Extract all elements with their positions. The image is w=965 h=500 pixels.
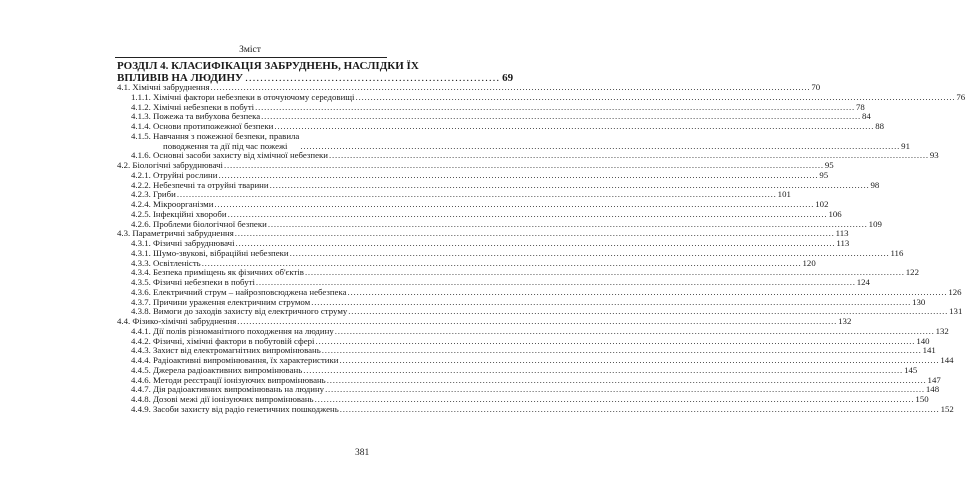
- toc-entry-page: 76: [956, 91, 965, 102]
- toc-entry-page: 101: [777, 189, 791, 200]
- toc-entry: [117, 130, 910, 152]
- dot-leader: ........................................................................................................................................................................................................: [223, 160, 824, 170]
- toc-entry-page: 78: [855, 101, 865, 112]
- toc-entry-page: 147: [927, 374, 941, 385]
- toc-entry-title-line: поводження та дії під час пожежі: [163, 140, 288, 151]
- toc-entry-page: 88: [875, 121, 885, 131]
- toc-entry-page: 141: [922, 345, 936, 356]
- toc-entry-page: 130: [912, 296, 926, 307]
- toc-entry-page: 131: [949, 306, 963, 317]
- toc-entry-title: 4.1.4. Основи протипожежної безпеки: [131, 121, 274, 131]
- section-page-number: 69: [502, 71, 514, 84]
- toc-entry-title: 4.3.1. Шумо-звукові, вібраційні небезпеки: [131, 247, 289, 258]
- dot-leader: ........................................................................................................................................................................................................: [289, 247, 890, 258]
- toc-entry-page: 84: [861, 111, 871, 122]
- dot-leader: ........................................................................................................................................................................................................: [218, 169, 819, 180]
- dot-leader: ........................................................................................................................................................................................................: [274, 121, 875, 131]
- dot-leader: ........................................................................................................................................................................................................: [321, 345, 922, 356]
- dot-leader: ........................................................................................................................................................................................................: [267, 218, 868, 229]
- dot-leader: ........................................................................................................................................................................................................: [255, 277, 856, 287]
- toc-entry-page: 95: [819, 169, 829, 180]
- toc-entry-page: 144: [940, 355, 954, 365]
- dot-leader: ........................................................................................................................................................................................................: [300, 140, 901, 151]
- dot-leader: ........................................................................................................................................................................................................: [339, 403, 940, 414]
- toc-entry-page: 145: [904, 364, 918, 375]
- toc-entry-title: 4.2.2. Небезпечні та отруйні тварини: [131, 179, 269, 190]
- dot-leader: ........................................................................................................................................................................................................: [176, 189, 777, 200]
- toc-entry-title: 4.1.6. Основні засоби захисту від хімічної небезпеки: [131, 150, 328, 161]
- dot-leader: ........................................................................................................................................................................................................: [227, 208, 828, 219]
- dot-leader: ........................................................................................................................................................................................................: [311, 296, 912, 307]
- dot-leader: ........................................................................................................................................................................................................: [314, 394, 915, 404]
- toc-entry-page: 152: [940, 403, 954, 414]
- toc-entry-page: 113: [835, 228, 849, 239]
- dot-leader: ........................................................................................................................................................................................................: [334, 325, 935, 336]
- toc-entry-page: 93: [929, 150, 939, 161]
- toc-entry-page: 113: [836, 238, 850, 248]
- toc-entry-title: 4.2.4. Мікроорганізми: [131, 199, 214, 209]
- toc-entry: [117, 403, 954, 415]
- table-of-contents: [117, 82, 965, 415]
- toc-entry-title: 4.3.6. Електричний струм – найрозповсюджена небезпека: [131, 286, 347, 297]
- dot-leader: ........................................................................................................................................................................................................: [237, 316, 838, 326]
- toc-entry-page: 120: [802, 257, 816, 268]
- dot-leader: ........................................................................................................................................................................................................: [269, 179, 870, 190]
- toc-entry-title: 4.4.4. Радіоактивні випромінювання, їх характеристики: [131, 355, 339, 365]
- toc-entry-title: 4.3.4. Безпека приміщень як фізичних об'єктів: [131, 267, 304, 278]
- toc-entry-title: 4.2.5. Інфекційні хвороби: [131, 208, 227, 219]
- toc-entry-title: 4.4.7. Дія радіоактивних випромінювань на людину: [131, 384, 325, 395]
- toc-entry-title: 4.3.1. Фізичні забруднювачі: [131, 238, 235, 248]
- toc-entry-title: 4.3.5. Фізичні небезпеки в побуті: [131, 277, 255, 287]
- toc-entry-title: 4.4.6. Методи реєстрації іонізуючих випромінювань: [131, 374, 326, 385]
- dot-leader: ........................................................................................................................................................................................................: [304, 267, 905, 278]
- toc-entry-page: 122: [905, 267, 919, 278]
- toc-entry-page: 102: [815, 199, 829, 209]
- toc-entry-title: [131, 132, 299, 152]
- toc-entry-title: 4.4.3. Захист від електромагнітних випромінювань: [131, 345, 321, 356]
- toc-entry-title: 4.4.5. Джерела радіоактивних випромінювань: [131, 364, 303, 375]
- page-header: Зміст: [239, 45, 261, 55]
- toc-entry-title: 4.4.8. Дозові межі дії іонізуючих випромінювань: [131, 394, 314, 404]
- toc-entry-title: 4.4. Фізико-хімічні забруднення: [117, 316, 237, 326]
- dot-leader: ........................................................................................................................................................................................................: [235, 238, 836, 248]
- dot-leader: ....................................................................: [245, 71, 501, 84]
- toc-entry-page: 91: [901, 140, 910, 151]
- dot-leader: ........................................................................................................................................................................................................: [329, 150, 929, 161]
- toc-entry-title: 4.1.3. Пожежа та вибухова безпека: [131, 111, 261, 122]
- toc-entry-title: 4.4.2. Фізичні, хімічні фактори в побутовій сфері: [131, 335, 315, 346]
- dot-leader: ........................................................................................................................................................................................................: [255, 101, 855, 112]
- section-title-line-1: РОЗДІЛ 4. КЛАСИФІКАЦІЯ ЗАБРУДНЕНЬ, НАСЛІДКИ ЇХ: [117, 60, 419, 72]
- toc-entry-page: 132: [935, 325, 949, 336]
- toc-entry-title: 4.2.3. Гриби: [131, 189, 176, 200]
- toc-entry-page: 95: [824, 160, 834, 170]
- dot-leader: ........................................................................................................................................................................................................: [355, 91, 956, 102]
- section-title-text: ВПЛИВІВ НА ЛЮДИНУ: [117, 71, 244, 84]
- toc-entry-title: 4.2.1. Отруйні рослини: [131, 169, 218, 180]
- dot-leader: ........................................................................................................................................................................................................: [348, 306, 949, 317]
- dot-leader: ........................................................................................................................................................................................................: [201, 257, 802, 268]
- toc-entry-page: 109: [868, 218, 882, 229]
- section-title: [117, 60, 514, 84]
- dot-leader: ........................................................................................................................................................................................................: [210, 82, 811, 92]
- toc-entry-title: 4.4.1. Дії полів різноманітного походження на людину: [131, 325, 334, 336]
- toc-entry-title: 4.3.3. Освітленість: [131, 257, 201, 268]
- toc-entry-title-line: 4.1.5. Навчання з пожежної безпеки, правила: [131, 130, 300, 141]
- toc-entry-title: 4.1. Хімічні забруднення: [117, 82, 210, 92]
- toc-entry-page: 106: [828, 208, 842, 219]
- toc-entry-page: 116: [890, 247, 904, 258]
- toc-entry-title: 4.4.9. Засоби захисту від радіо генетичних пошкоджень: [131, 403, 339, 414]
- toc-entry-title: 4.3.7. Причини ураження електричним струмом: [131, 296, 311, 307]
- dot-leader: ........................................................................................................................................................................................................: [261, 111, 861, 122]
- dot-leader: ........................................................................................................................................................................................................: [303, 364, 904, 375]
- dot-leader: ........................................................................................................................................................................................................: [326, 374, 927, 385]
- toc-entry-title: 4.3.8. Вимоги до заходів захисту від електричного струму: [131, 306, 348, 317]
- toc-entry-title: 4.2. Біологічні забруднювачі: [117, 160, 223, 170]
- toc-entry-page: 148: [925, 384, 940, 395]
- toc-entry-title: 4.3. Параметричні забруднення: [117, 228, 234, 239]
- dot-leader: ........................................................................................................................................................................................................: [234, 228, 835, 239]
- dot-leader: ........................................................................................................................................................................................................: [339, 355, 940, 365]
- toc-entry-page: 150: [915, 394, 929, 404]
- toc-entry-page: 124: [856, 277, 870, 287]
- dot-leader: ........................................................................................................................................................................................................: [325, 384, 925, 395]
- toc-entry-page: 140: [916, 335, 930, 346]
- dot-leader: ........................................................................................................................................................................................................: [347, 286, 948, 297]
- toc-entry-title: 4.2.6. Проблеми біологічної безпеки: [131, 218, 267, 229]
- header-rule: [115, 57, 387, 58]
- toc-entry-page: 126: [948, 286, 962, 297]
- dot-leader: ........................................................................................................................................................................................................: [214, 199, 815, 209]
- toc-entry-title: 4.1.2. Хімічні небезпеки в побуті: [131, 101, 255, 112]
- toc-entry-page: 98: [870, 179, 880, 190]
- toc-entry-title: 1.1.1. Хімічні фактори небезпеки в оточуючому середовищі: [131, 91, 355, 102]
- page-number: 381: [355, 448, 370, 458]
- toc-entry-page: 132: [838, 316, 852, 326]
- toc-entry-page: 70: [811, 82, 821, 92]
- dot-leader: ........................................................................................................................................................................................................: [315, 335, 916, 346]
